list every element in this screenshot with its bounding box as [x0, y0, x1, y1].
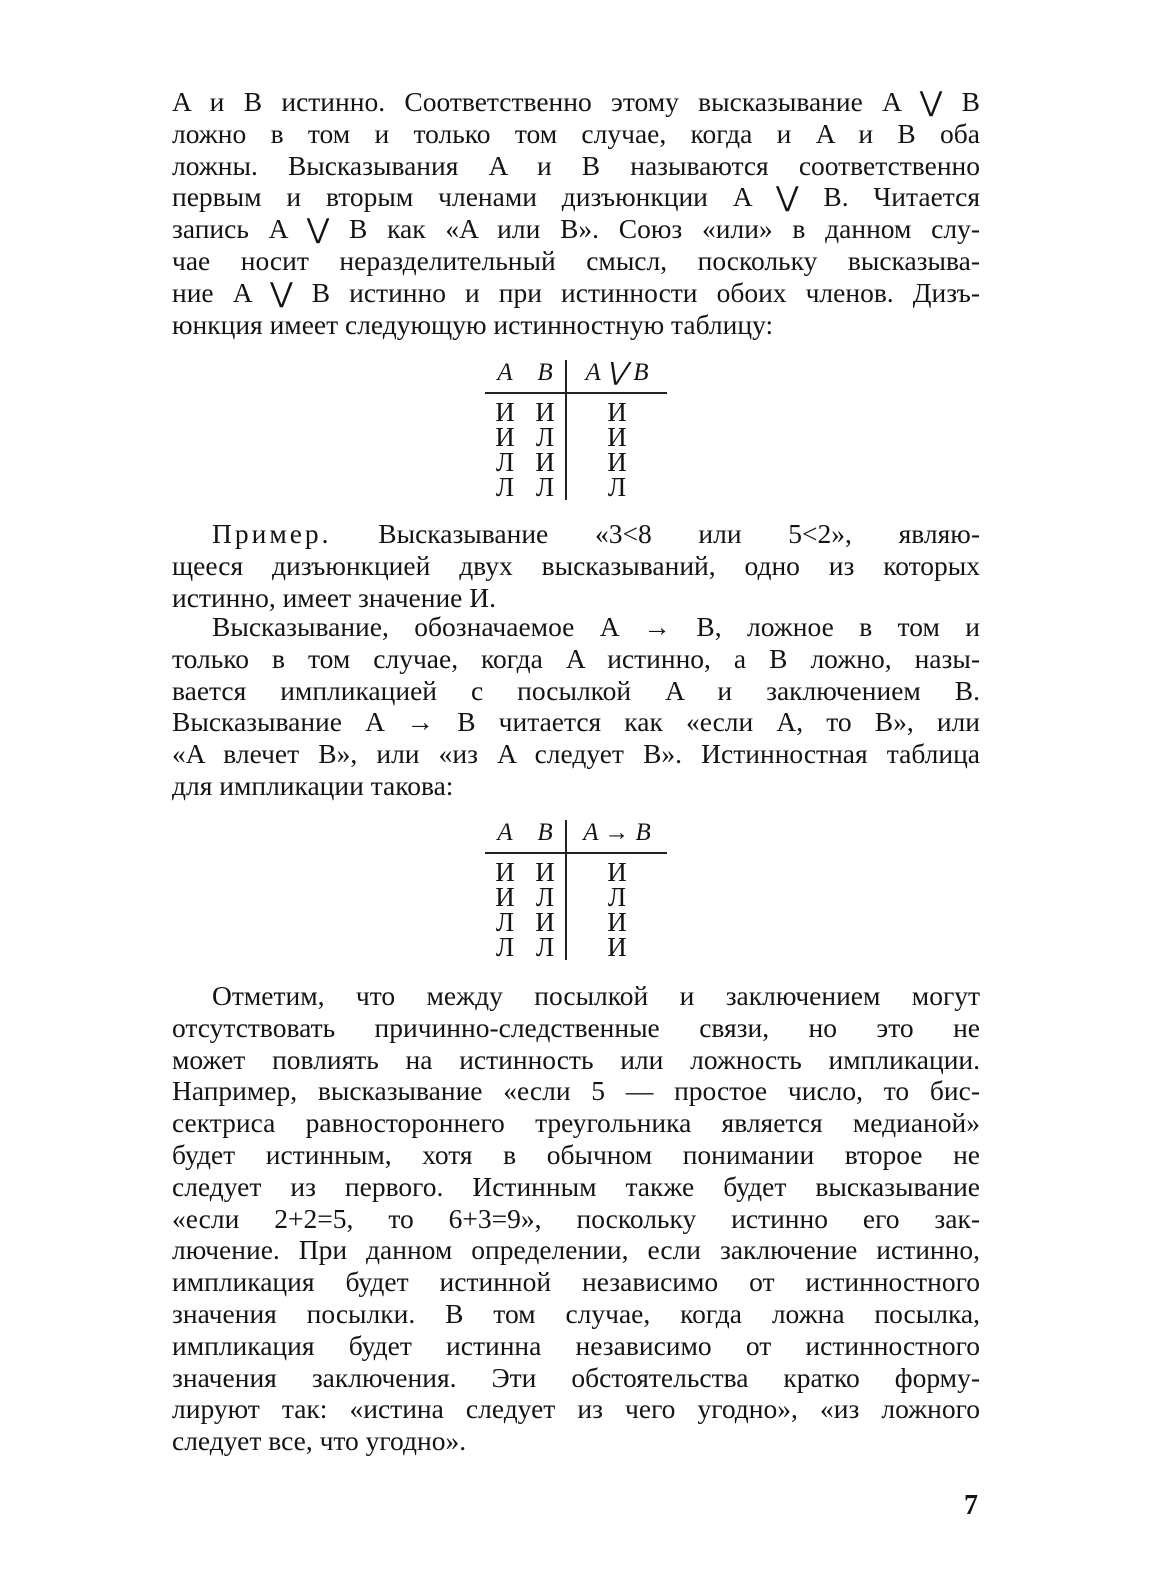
truth-table-implication — [485, 820, 667, 960]
table-cell: Л — [535, 882, 555, 912]
table-cell: И — [566, 450, 667, 475]
text-line: значения посылки. В том случае, когда ложна посылка, — [172, 1297, 980, 1329]
table-cell: Л — [495, 907, 515, 937]
text-line: юнкция имеет следующую истинностную таблицу: — [172, 308, 774, 340]
text-line: первым и вторым членами дизъюнкции A ⋁ B. Читается — [172, 181, 980, 213]
paragraph-implication — [172, 611, 980, 802]
text-line: будет истинным, хотя в обычном понимании второе не — [172, 1138, 980, 1170]
text-line: ние A ⋁ B истинно и при истинности обоих членов. Дизъ- — [172, 276, 980, 308]
table-cell: И — [566, 935, 667, 960]
text-line: только в том случае, когда A истинно, а B ложно, назы- — [172, 642, 980, 674]
text-line: отсутствовать причинно-следственные связи, но это не — [172, 1011, 980, 1043]
table-cell: Л — [535, 422, 555, 452]
text-line: Например, высказывание «если 5 — простое число, то бис- — [172, 1075, 980, 1107]
table-header: A — [485, 360, 525, 393]
text-line — [172, 518, 980, 550]
text-line: лючение. При данном определении, если заключение истинно, — [172, 1234, 980, 1266]
text-line: может повлиять на истинность или ложность импликации. — [172, 1043, 980, 1075]
text-line: Отметим, что между посылкой и заключением могут — [212, 980, 980, 1011]
example-text: Высказывание «3<8 или 5<2», являю- — [331, 518, 980, 549]
text-line: «A влечет B», или «из A следует B». Истинностная таблица — [172, 738, 980, 770]
text-line: щееся дизъюнкцией двух высказываний, одно из которых — [172, 549, 980, 581]
text-line: следует все, что угодно». — [172, 1425, 467, 1457]
table-header: A — [485, 820, 525, 853]
text-line: Высказывание A → B читается как «если A, то B», или — [172, 706, 980, 738]
paragraph-remarks — [172, 980, 980, 1457]
table-header: A ⋁ B — [566, 360, 667, 393]
table-cell: Л — [566, 475, 667, 500]
table-cell: И — [535, 447, 555, 477]
table-cell: И — [495, 397, 515, 427]
text-line: лируют так: «истина следует из чего угодно», «из ложного — [172, 1393, 980, 1425]
example-label: Пример. — [212, 518, 332, 549]
table-cell: И — [495, 857, 515, 887]
table-cell: Л — [495, 447, 515, 477]
text-line: запись A ⋁ B как «A или B». Союз «или» в данном слу- — [172, 213, 980, 245]
paragraph-example — [172, 518, 980, 613]
table-cell: И — [495, 882, 515, 912]
truth-table-disjunction — [485, 360, 667, 500]
table-row — [485, 475, 667, 500]
table-cell: И — [566, 393, 667, 425]
table-cell: И — [535, 857, 555, 887]
text-line: Высказывание, обозначаемое A → B, ложное в том и — [212, 611, 980, 642]
text-line: чае носит неразделительный смысл, поскольку высказыва- — [172, 244, 980, 276]
text-line: импликация будет истинна независимо от истинностного — [172, 1329, 980, 1361]
text-line: «если 2+2=5, то 6+3=9», поскольку истинно его зак- — [172, 1202, 980, 1234]
table-cell: Л — [535, 932, 555, 962]
table-row — [485, 853, 667, 885]
table-cell: Л — [535, 472, 555, 502]
table-cell: И — [535, 907, 555, 937]
paragraph-disjunction — [172, 86, 980, 340]
text-line: ложно в том и только том случае, когда и A и B оба — [172, 117, 980, 149]
table-header: B — [525, 820, 566, 853]
text-line: истинно, имеет значение И. — [172, 581, 496, 613]
text-line: A и B истинно. Соответственно этому высказывание A ⋁ B — [172, 86, 980, 117]
text-line: ложны. Высказывания A и B называются соответственно — [172, 149, 980, 181]
text-line: следует из первого. Истинным также будет высказывание — [172, 1170, 980, 1202]
table-header: A → B — [566, 820, 667, 853]
table-cell: Л — [495, 472, 515, 502]
text-line: сектриса равностороннего треугольника является медианой» — [172, 1107, 980, 1139]
text-line: импликация будет истинной независимо от истинностного — [172, 1266, 980, 1298]
table-cell: И — [495, 422, 515, 452]
table-cell: И — [566, 910, 667, 935]
table-cell: Л — [566, 885, 667, 910]
text-line: значения заключения. Эти обстоятельства кратко форму- — [172, 1361, 980, 1393]
table-cell: Л — [495, 932, 515, 962]
text-line: для импликации такова: — [172, 769, 454, 801]
table-cell: И — [566, 853, 667, 885]
table-row — [485, 935, 667, 960]
table-cell: И — [535, 397, 555, 427]
page-number: 7 — [964, 1490, 978, 1521]
table-header: B — [525, 360, 566, 393]
text-line: вается импликацией с посылкой A и заключением B. — [172, 674, 980, 706]
table-row — [485, 393, 667, 425]
table-cell: И — [566, 425, 667, 450]
